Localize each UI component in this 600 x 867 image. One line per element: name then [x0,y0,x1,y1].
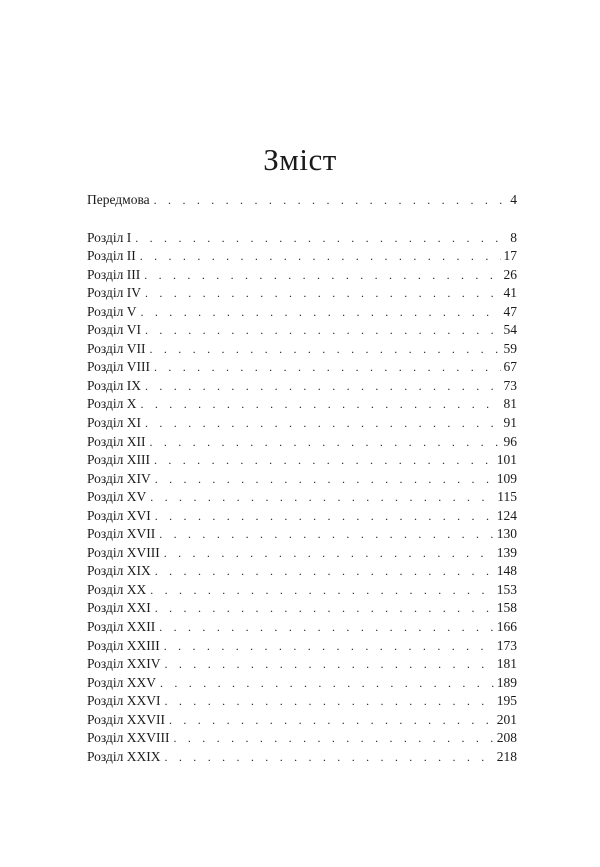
toc-entry-label: Розділ XVII [87,526,156,542]
toc-entry-label: Розділ XXVI [87,693,161,709]
toc-entry-chapter [87,303,517,322]
toc-entry-chapter [87,395,517,414]
toc-entry-page-number: 109 [496,470,517,486]
dot-leader [140,247,501,266]
toc-entry-chapter [87,470,517,489]
toc-entry-chapter [87,581,517,600]
dot-leader [145,414,501,433]
toc-entry-chapter [87,711,517,730]
toc-entry-label: Розділ XXVII [87,711,165,727]
dot-leader [160,674,494,693]
toc-entry-page-number: 208 [496,730,517,746]
toc-entry-chapter [87,488,517,507]
toc-entry-label: Розділ XX [87,581,147,597]
dot-leader [155,507,494,526]
toc-entry-page-number: 166 [496,619,517,635]
toc-entry-label: Розділ XII [87,433,146,449]
toc-entry-chapter [87,266,517,285]
dot-leader [145,284,501,303]
toc-entry-label: Розділ X [87,396,137,412]
toc-entry-chapter [87,525,517,544]
dot-leader [155,470,494,489]
toc-entry-label: Розділ XIV [87,470,151,486]
dot-leader [141,303,501,322]
toc-entry-preface [87,191,517,210]
toc-entry-label: Розділ XXI [87,600,151,616]
toc-entry-chapter [87,562,517,581]
toc-entry-page-number: 195 [496,693,517,709]
toc-entry-page-number: 47 [503,303,517,319]
toc-entry-chapter [87,433,517,452]
toc-entry-page-number: 153 [496,581,517,597]
toc-entry-page-number: 96 [503,433,517,449]
toc-entry-chapter [87,284,517,303]
toc-entry-page-number: 101 [496,452,517,468]
toc-entry-page-number: 54 [503,322,517,338]
toc-entry-chapter [87,358,517,377]
dot-leader [135,229,504,248]
toc-entry-label: Розділ VIII [87,359,150,375]
toc-entry-label: Розділ XV [87,489,147,505]
toc-entry-chapter [87,748,517,767]
toc-entry-page-number: 41 [503,285,517,301]
dot-leader [150,581,494,600]
toc-entry-page-number: 158 [496,600,517,616]
toc-entry-label: Розділ XXVIII [87,730,170,746]
dot-leader [145,377,501,396]
toc-entry-chapter [87,599,517,618]
toc-entry-page-number: 115 [497,489,517,505]
toc-entry-chapter [87,414,517,433]
dot-leader [169,711,494,730]
toc-entry-page-number: 201 [496,711,517,727]
toc-entry-chapter [87,655,517,674]
toc-entry-label: Розділ VI [87,322,141,338]
toc-entry-label: Розділ XI [87,415,141,431]
toc-entry-chapter [87,729,517,748]
toc-entry-page-number: 218 [496,748,517,764]
toc-entry-label: Розділ XXV [87,674,156,690]
toc-entry-page-number: 124 [496,507,517,523]
toc-entry-page-number: 91 [503,415,517,431]
toc-entry-chapter [87,618,517,637]
toc-entry-chapter [87,674,517,693]
toc-entry-chapter [87,637,517,656]
toc-entry-page-number: 26 [503,266,517,282]
toc-entry-label: Розділ XVI [87,507,151,523]
toc-entry-label: Розділ VII [87,340,146,356]
toc-entry-page-number: 148 [496,563,517,579]
dot-leader [173,729,493,748]
dot-leader [154,358,501,377]
toc-entry-page-number: 59 [503,340,517,356]
toc-entry-label: Розділ XIX [87,563,151,579]
dot-leader [159,618,494,637]
toc-entry-page-number: 4 [510,192,517,207]
table-of-contents [87,191,517,766]
dot-leader [155,562,494,581]
toc-entry-label: Розділ IV [87,285,141,301]
toc-entry-label: Розділ XXIX [87,748,161,764]
toc-entry-page-number: 81 [503,396,517,412]
dot-leader [165,748,494,767]
toc-entry-label: Розділ XXIII [87,637,160,653]
dot-leader [164,544,494,563]
toc-entry-label: Розділ II [87,248,136,264]
toc-entry-label: Розділ IX [87,377,141,393]
toc-entry-chapter [87,377,517,396]
toc-entry-chapter [87,229,517,248]
toc-entry-label: Розділ XXII [87,619,156,635]
toc-entry-chapter [87,451,517,470]
dot-leader [141,395,501,414]
dot-leader [149,340,500,359]
toc-entry-chapter [87,247,517,266]
toc-entry-label: Розділ III [87,266,141,282]
dot-leader [164,637,494,656]
toc-entry-label: Розділ XXIV [87,656,161,672]
toc-entry-chapter [87,544,517,563]
dot-leader [150,488,494,507]
toc-entry-chapter [87,692,517,711]
toc-entry-label: Передмова [87,192,150,207]
toc-entry-label: Розділ XVIII [87,544,160,560]
toc-entry-chapter [87,507,517,526]
toc-entry-page-number: 73 [503,377,517,393]
toc-entry-page-number: 173 [496,637,517,653]
dot-leader [154,451,494,470]
toc-entry-page-number: 189 [496,674,517,690]
dot-leader [154,191,504,210]
dot-leader [145,321,501,340]
toc-entry-label: Розділ XIII [87,452,150,468]
dot-leader [159,525,494,544]
toc-entry-page-number: 67 [503,359,517,375]
dot-leader [155,599,494,618]
page-title: Зміст [263,142,337,177]
toc-entry-page-number: 181 [496,656,517,672]
toc-entry-chapter [87,321,517,340]
dot-leader [149,433,500,452]
toc-entry-chapter [87,340,517,359]
toc-entry-label: Розділ V [87,303,137,319]
dot-leader [144,266,500,285]
toc-entry-page-number: 8 [510,229,517,245]
toc-entry-page-number: 17 [503,248,517,264]
dot-leader [165,655,494,674]
toc-entry-label: Розділ I [87,229,132,245]
dot-leader [165,692,494,711]
toc-entry-page-number: 130 [496,526,517,542]
toc-entry-page-number: 139 [496,544,517,560]
